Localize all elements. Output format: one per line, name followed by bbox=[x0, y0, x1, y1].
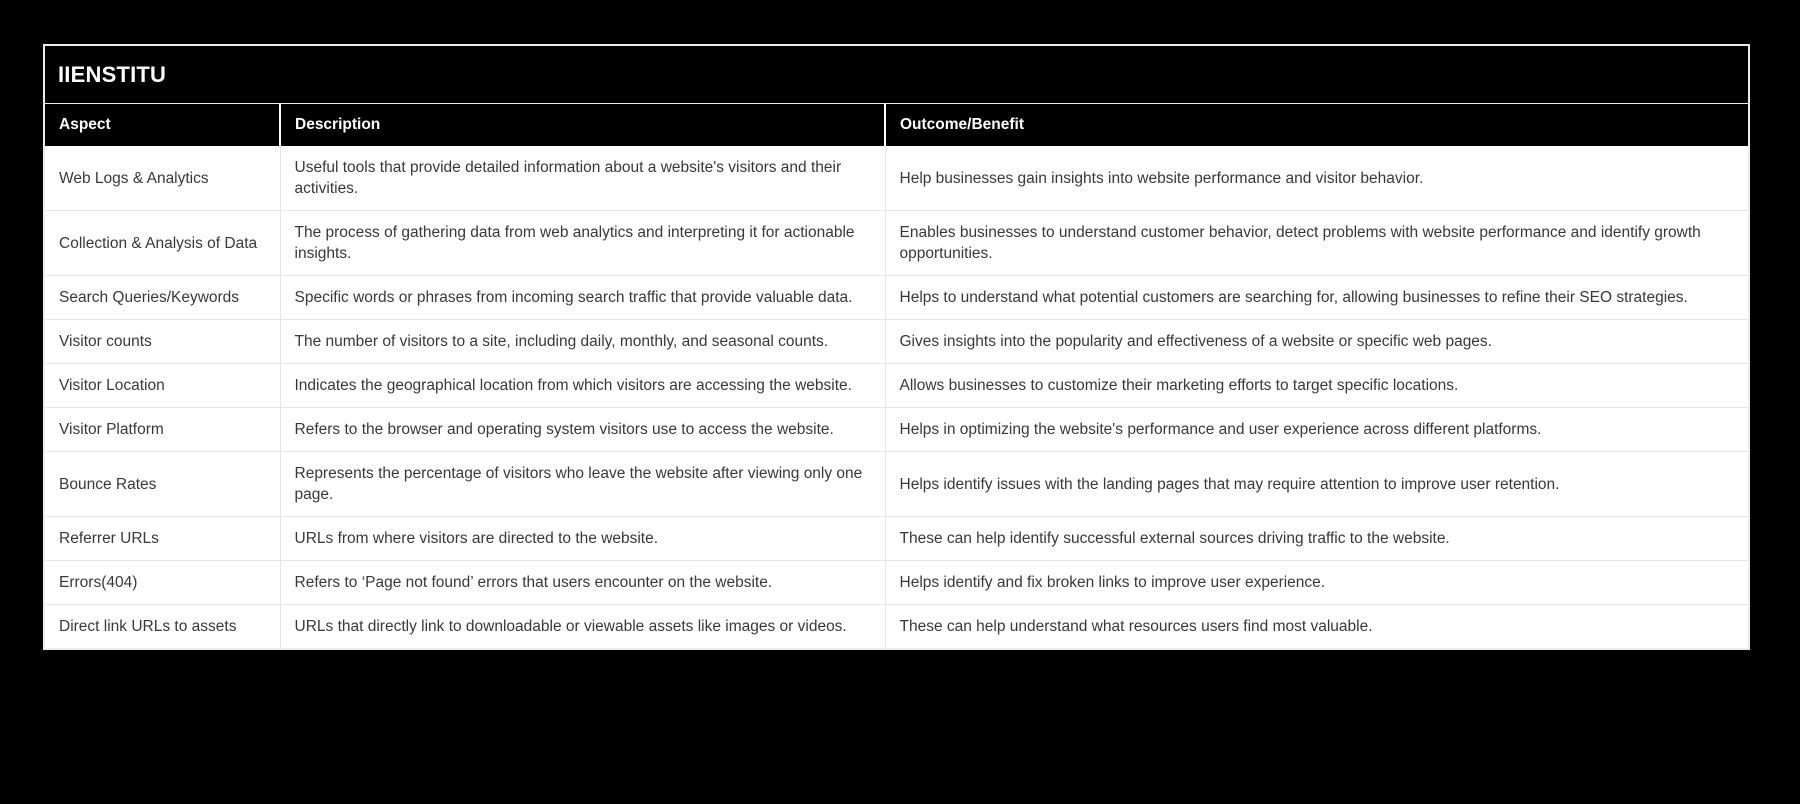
description-cell: Useful tools that provide detailed information about a website's visitors and their activities. bbox=[280, 146, 885, 211]
description-cell: URLs that directly link to downloadable or viewable assets like images or videos. bbox=[280, 605, 885, 649]
outcome-cell: Helps identify issues with the landing pages that may require attention to improve user retention. bbox=[885, 452, 1748, 517]
outcome-cell: Helps to understand what potential customers are searching for, allowing businesses to refine their SEO strategies. bbox=[885, 276, 1748, 320]
aspect-cell: Bounce Rates bbox=[45, 452, 280, 517]
column-header-outcome-benefit: Outcome/Benefit bbox=[885, 104, 1748, 146]
analytics-table bbox=[45, 104, 1748, 648]
table-row bbox=[45, 364, 1748, 408]
table-row bbox=[45, 561, 1748, 605]
header-row bbox=[45, 104, 1748, 146]
aspect-cell: Errors(404) bbox=[45, 561, 280, 605]
description-cell: Refers to ‘Page not found’ errors that users encounter on the website. bbox=[280, 561, 885, 605]
aspect-cell: Search Queries/Keywords bbox=[45, 276, 280, 320]
description-cell: The process of gathering data from web analytics and interpreting it for actionable insights. bbox=[280, 211, 885, 276]
aspect-cell: Visitor counts bbox=[45, 320, 280, 364]
outcome-cell: Enables businesses to understand customer behavior, detect problems with website performance and identify growth opportunities. bbox=[885, 211, 1748, 276]
table-row bbox=[45, 146, 1748, 211]
table-row bbox=[45, 276, 1748, 320]
table-row bbox=[45, 452, 1748, 517]
outcome-cell: These can help identify successful external sources driving traffic to the website. bbox=[885, 517, 1748, 561]
outcome-cell: Help businesses gain insights into website performance and visitor behavior. bbox=[885, 146, 1748, 211]
outcome-cell: Allows businesses to customize their marketing efforts to target specific locations. bbox=[885, 364, 1748, 408]
aspect-cell: Referrer URLs bbox=[45, 517, 280, 561]
table-header bbox=[45, 104, 1748, 146]
aspect-cell: Visitor Platform bbox=[45, 408, 280, 452]
outcome-cell: These can help understand what resources users find most valuable. bbox=[885, 605, 1748, 649]
outcome-cell: Helps in optimizing the website's performance and user experience across different platforms. bbox=[885, 408, 1748, 452]
description-cell: Specific words or phrases from incoming search traffic that provide valuable data. bbox=[280, 276, 885, 320]
description-cell: Indicates the geographical location from which visitors are accessing the website. bbox=[280, 364, 885, 408]
aspect-cell: Web Logs & Analytics bbox=[45, 146, 280, 211]
column-header-aspect: Aspect bbox=[45, 104, 280, 146]
table-row bbox=[45, 408, 1748, 452]
aspect-cell: Visitor Location bbox=[45, 364, 280, 408]
column-header-description: Description bbox=[280, 104, 885, 146]
table-body bbox=[45, 146, 1748, 648]
table-row bbox=[45, 320, 1748, 364]
aspect-cell: Direct link URLs to assets bbox=[45, 605, 280, 649]
table-row bbox=[45, 605, 1748, 649]
table-row bbox=[45, 517, 1748, 561]
table-row bbox=[45, 211, 1748, 276]
description-cell: URLs from where visitors are directed to the website. bbox=[280, 517, 885, 561]
description-cell: The number of visitors to a site, including daily, monthly, and seasonal counts. bbox=[280, 320, 885, 364]
aspect-cell: Collection & Analysis of Data bbox=[45, 211, 280, 276]
outcome-cell: Helps identify and fix broken links to improve user experience. bbox=[885, 561, 1748, 605]
outcome-cell: Gives insights into the popularity and effectiveness of a website or specific web pages. bbox=[885, 320, 1748, 364]
table-title: IIENSTITU bbox=[45, 46, 1748, 104]
description-cell: Represents the percentage of visitors who leave the website after viewing only one page. bbox=[280, 452, 885, 517]
analytics-table-card bbox=[43, 44, 1750, 650]
description-cell: Refers to the browser and operating system visitors use to access the website. bbox=[280, 408, 885, 452]
